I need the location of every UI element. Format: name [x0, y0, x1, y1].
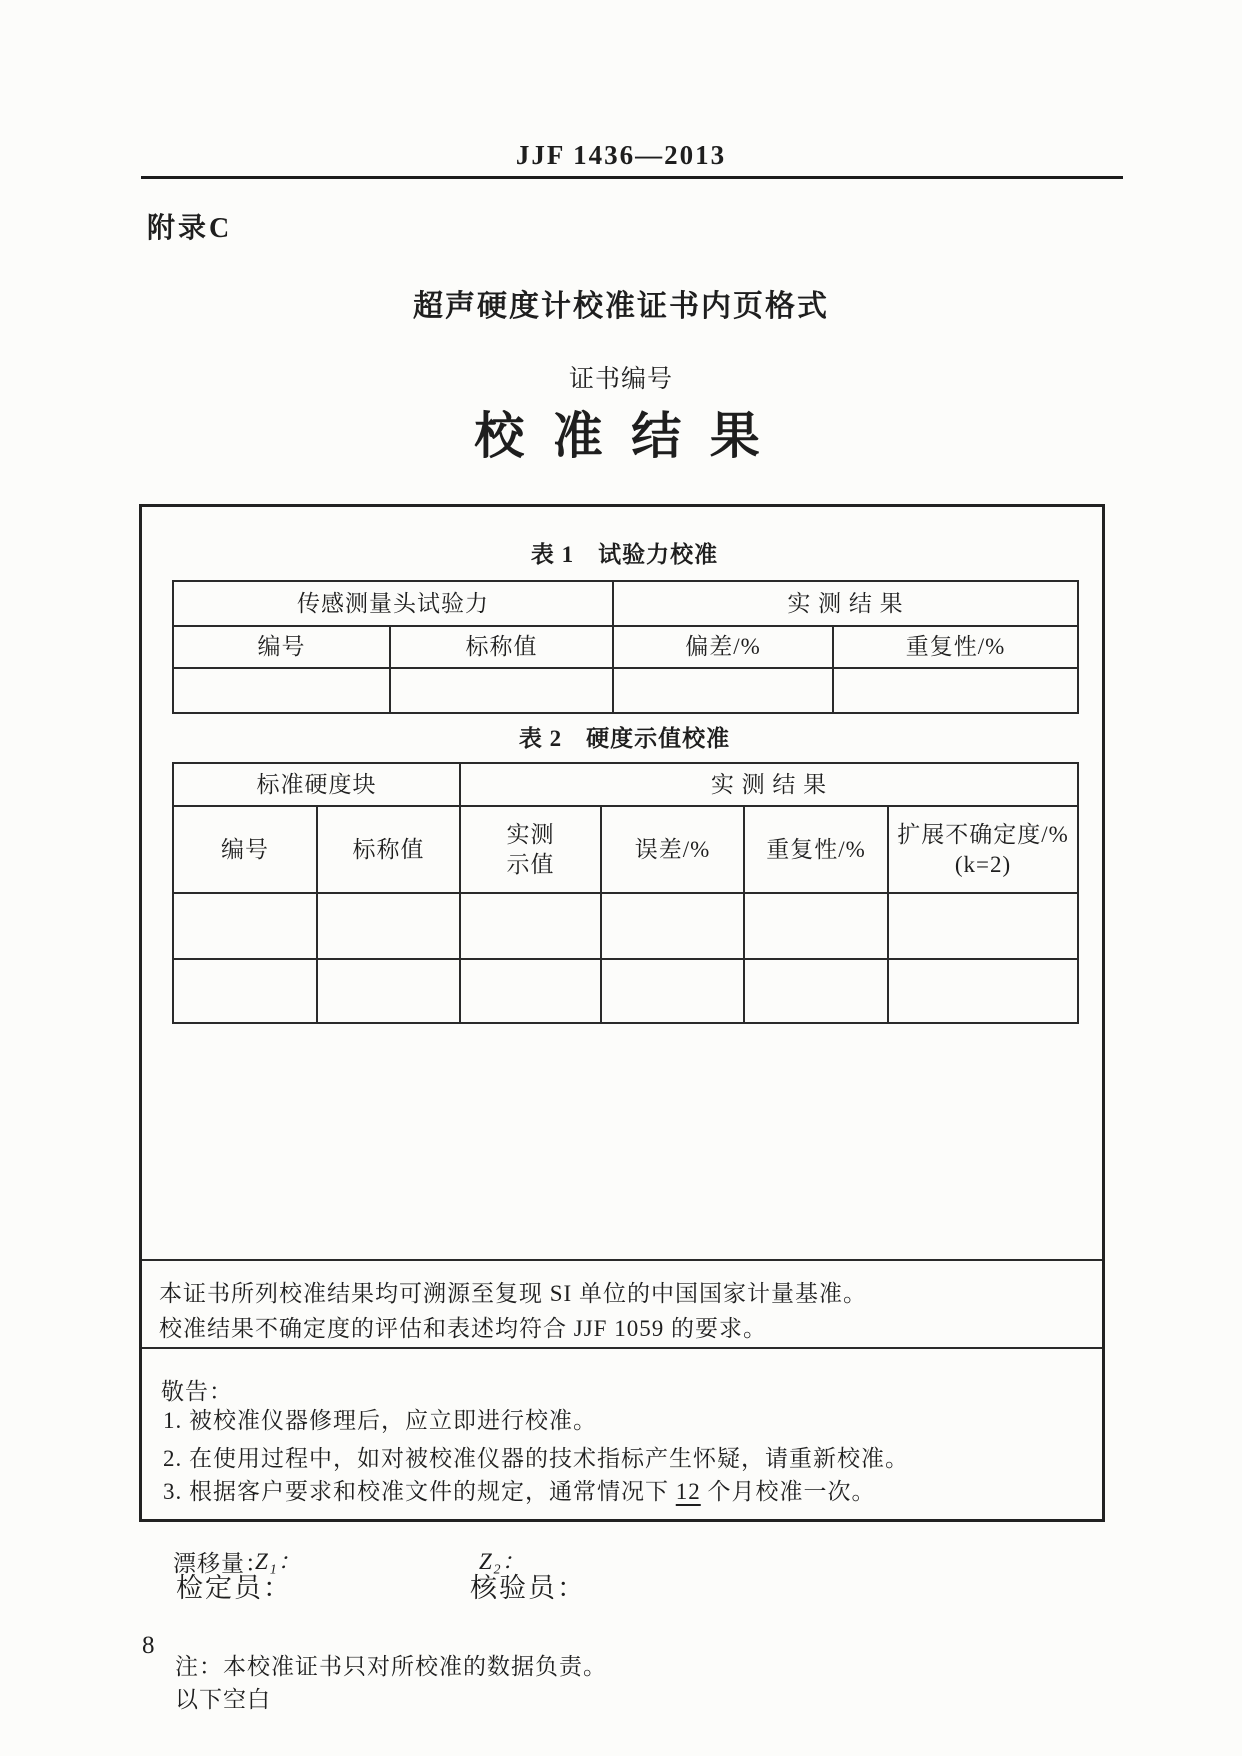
table-cell	[173, 668, 390, 713]
responsibility-note: 注：本校准证书只对所校准的数据负责。	[175, 1654, 607, 1679]
table-cell	[613, 668, 833, 713]
table2-col-header-line: 扩展不确定度/%	[897, 821, 1069, 847]
table2-col-header-line: 实测	[506, 821, 555, 847]
section-divider	[142, 1347, 1102, 1349]
notice-item-3-pre: 3. 根据客户要求和校准文件的规定，通常情况下	[163, 1479, 676, 1504]
table2-col-header: 编号	[173, 806, 317, 893]
table2-col-header-line: (k=2)	[954, 851, 1012, 877]
certificate-number-label: 证书编号	[568, 366, 673, 393]
table1-col-header: 重复性/%	[833, 626, 1078, 668]
table2-col-header: 标称值	[317, 806, 460, 893]
table-cell	[390, 668, 613, 713]
page-number: 8	[142, 1632, 155, 1659]
table-cell	[744, 893, 888, 959]
drift-z2-label: Z₂：	[479, 1549, 526, 1574]
table2-hardness-indication	[172, 762, 1079, 1024]
blank-below-note: 以下空白	[175, 1687, 271, 1712]
notice-item-1: 1. 被校准仪器修理后，应立即进行校准。	[163, 1408, 597, 1433]
table-row	[173, 893, 1078, 959]
table-cell	[888, 959, 1078, 1023]
table2-col-header	[888, 806, 1078, 893]
table-cell	[460, 959, 601, 1023]
table2-group-header-results: 实 测 结 果	[460, 763, 1078, 806]
checker-label: 核验员：	[470, 1573, 586, 1603]
table-cell	[317, 893, 460, 959]
table-cell	[317, 959, 460, 1023]
notice-item-3-underlined-number: 12	[675, 1479, 701, 1504]
table-cell	[888, 893, 1078, 959]
table1-group-header-sensor: 传感测量头试验力	[173, 581, 613, 626]
table-row	[173, 959, 1078, 1023]
table1-caption: 表 1 试验力校准	[530, 542, 719, 567]
drift-z1-label: Z₁：	[255, 1549, 302, 1574]
table-cell	[744, 959, 888, 1023]
page-title: 校 准 结 果	[474, 408, 768, 464]
header-rule	[141, 176, 1123, 179]
table1-col-header: 标称值	[390, 626, 613, 668]
table2-group-header-block: 标准硬度块	[173, 763, 460, 806]
table2-col-header: 重复性/%	[744, 806, 888, 893]
table-cell	[601, 893, 744, 959]
table-row	[173, 668, 1078, 713]
table2-col-header-line: 示值	[506, 851, 555, 877]
table1-test-force	[172, 580, 1079, 714]
notice-title: 敬告：	[161, 1379, 233, 1404]
notice-item-3-post: 个月校准一次。	[700, 1479, 876, 1504]
uncertainty-statement: 校准结果不确定度的评估和表述均符合 JJF 1059 的要求。	[159, 1316, 767, 1341]
table2-caption: 表 2 硬度示值校准	[518, 726, 731, 751]
notice-item-3	[163, 1473, 876, 1506]
verifier-label: 检定员：	[176, 1573, 292, 1603]
appendix-label: 附录C	[147, 213, 233, 244]
table1-group-header-results: 实 测 结 果	[613, 581, 1078, 626]
table2-col-header	[460, 806, 601, 893]
table-cell	[601, 959, 744, 1023]
table1-col-header: 编号	[173, 626, 390, 668]
table2-col-header: 误差/%	[601, 806, 744, 893]
table1-col-header: 偏差/%	[613, 626, 833, 668]
section-divider	[142, 1259, 1102, 1261]
table-cell	[833, 668, 1078, 713]
traceability-statement: 本证书所列校准结果均可溯源至复现 SI 单位的中国国家计量基准。	[159, 1281, 867, 1306]
notice-item-2: 2. 在使用过程中，如对被校准仪器的技术指标产生怀疑，请重新校准。	[163, 1446, 909, 1471]
standard-number-header: JJF 1436—2013	[515, 140, 727, 170]
table-cell	[460, 893, 601, 959]
table-cell	[173, 893, 317, 959]
table-cell	[173, 959, 317, 1023]
drift-label: 漂移量：	[173, 1551, 269, 1576]
document-subtitle: 超声硬度计校准证书内页格式	[413, 290, 829, 323]
